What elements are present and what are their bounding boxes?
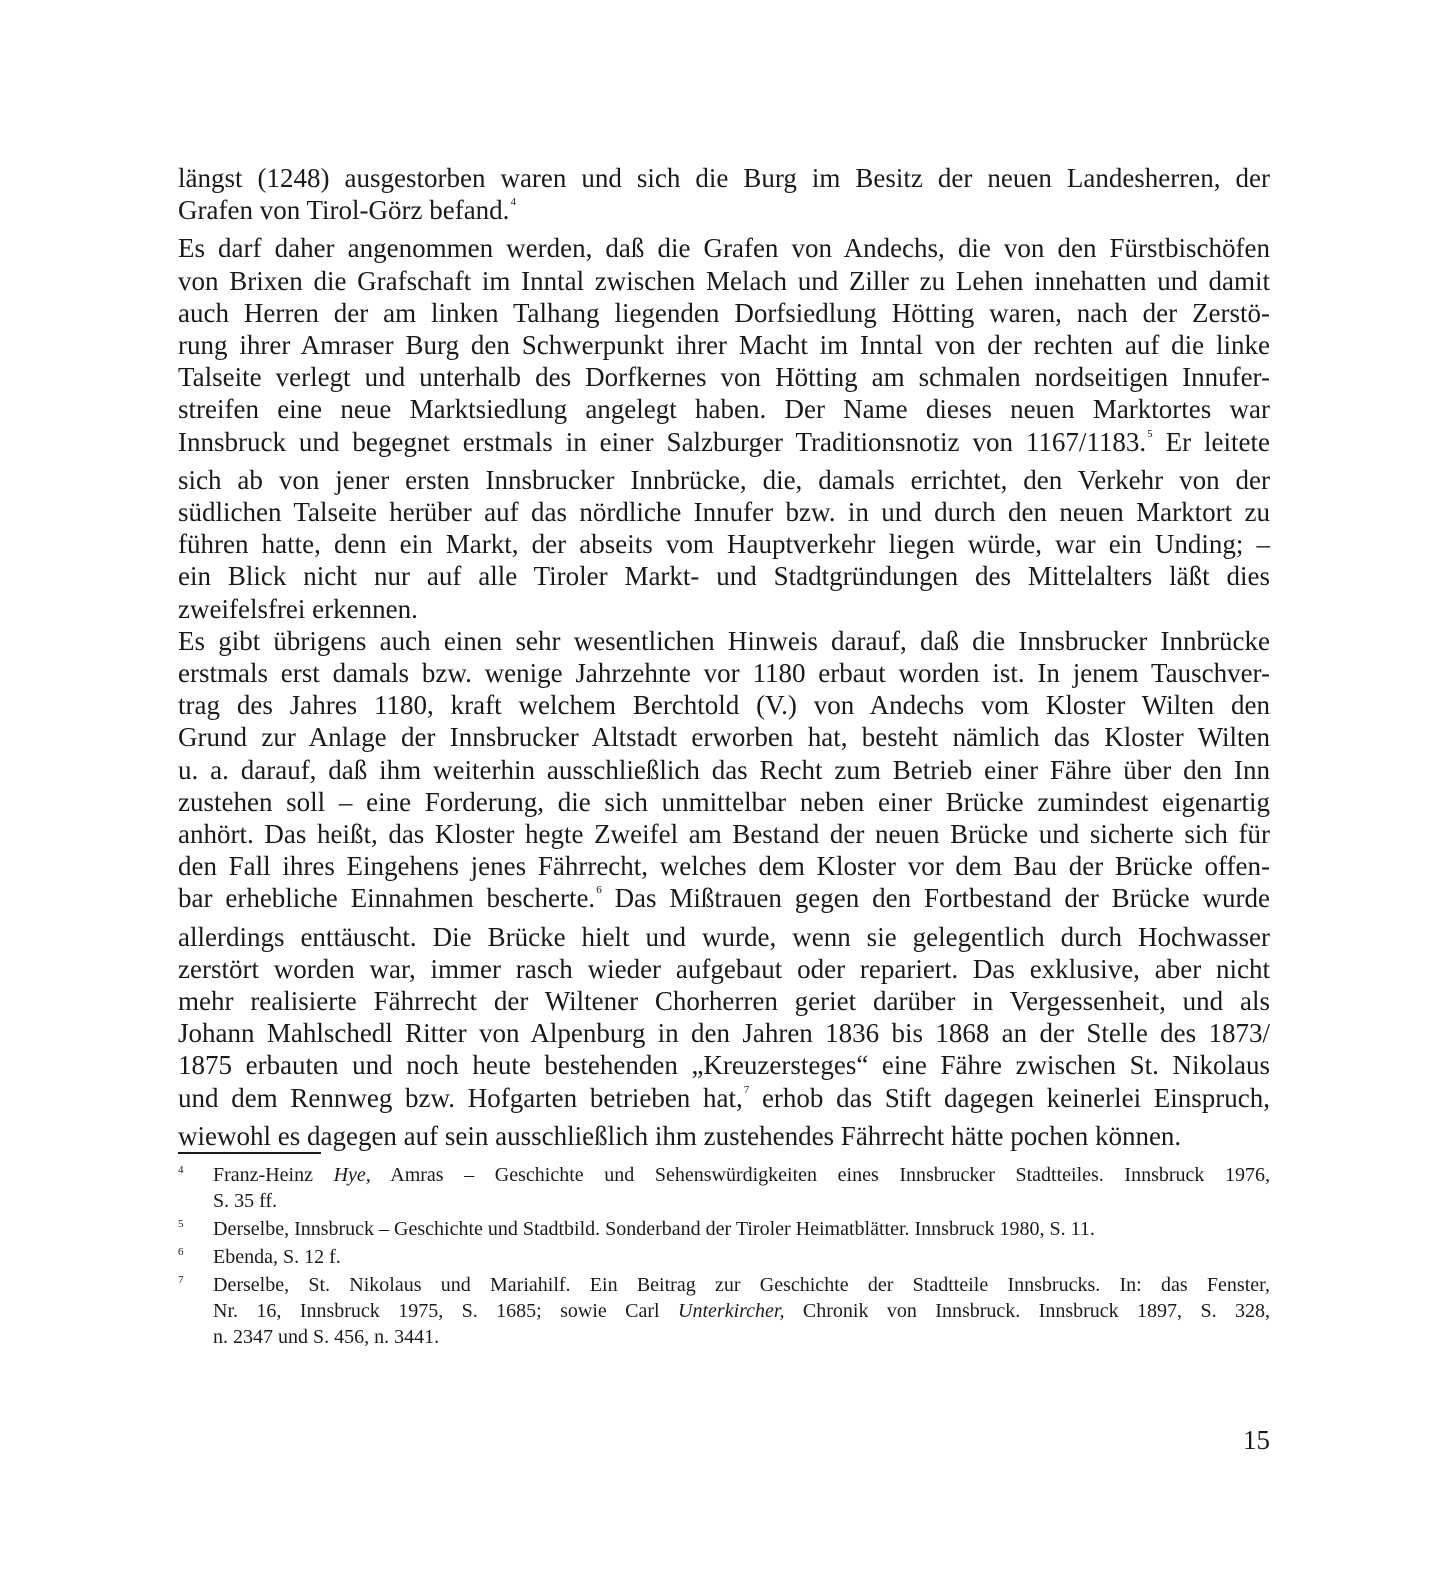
author-name: Unterkircher,	[678, 1300, 785, 1322]
text-line: Grund zur Anlage der Innsbrucker Altstadt erworben hat, besteht nämlich das Kloster Wilten	[178, 722, 1270, 753]
text-line: Es gibt übrigens auch einen sehr wesentlichen Hinweis darauf, daß die Innsbrucker Innbrücke	[178, 625, 1270, 656]
text-line: Es darf daher angenommen werden, daß die Grafen von Andechs, die von den Fürstbischöfen	[178, 233, 1270, 264]
text-line: Innsbruck und begegnet erstmals in einer Salzburger Traditionsnotiz von 1167/1183.$^5$ Er leitete	[178, 426, 1270, 457]
footnote-7	[178, 1272, 1270, 1350]
footnote-ref-4: 4	[510, 196, 516, 209]
text-line: mehr realisierte Fährrecht der Wiltener Chorherren geriet darüber in Vergessenheit, und als	[178, 986, 1270, 1017]
text-line: Grafen von Tirol-Görz befand.$^4$	[178, 195, 516, 226]
text-line: den Fall ihres Eingehens jenes Fährrecht, welches dem Kloster vor dem Bau der Brücke offen-	[178, 851, 1270, 882]
text-line: sich ab von jener ersten Innsbrucker Innbrücke, die, damals errichtet, den Verkehr von der	[178, 464, 1270, 495]
text-line: Johann Mahlschedl Ritter von Alpenburg in den Jahren 1836 bis 1868 an der Stelle des 1873/	[178, 1018, 1270, 1049]
footnote-4	[178, 1162, 1270, 1214]
text-line: und dem Rennweg bzw. Hofgarten betrieben hat,$^7$ erhob das Stift dagegen keinerlei Einspruch,	[178, 1082, 1271, 1113]
footnote-5	[178, 1216, 1270, 1242]
page-number: 15	[1243, 1425, 1270, 1455]
footnote-line: Derselbe, St. Nikolaus und Mariahilf. Ein Beitrag zur Geschichte der Stadtteile Innsbrucks. In: das Fenster,	[213, 1274, 1270, 1296]
text-line: führen hatte, denn ein Markt, der abseits vom Hauptverkehr liegen würde, war ein Unding; –	[178, 529, 1270, 560]
footnote-number: 6	[178, 1246, 184, 1258]
footnote-line: Nr. 16, Innsbruck 1975, S. 1685; sowie Carl Unterkircher, Chronik von Innsbruck. Innsbruck 1897, S. 328,	[213, 1300, 1270, 1322]
text-line: bar erhebliche Einnahmen bescherte.$^6$ Das Mißtrauen gegen den Fortbestand der Brücke wurde	[178, 883, 1270, 914]
footnote-line: S. 35 ff.	[213, 1190, 278, 1212]
footnote-divider	[178, 1152, 321, 1154]
text-line: wiewohl es dagegen auf sein ausschließlich ihm zustehendes Fährrecht hätte pochen können.	[178, 1120, 1182, 1151]
text-line: zerstört worden war, immer rasch wieder aufgebaut oder repariert. Das exklusive, aber nicht	[178, 953, 1270, 984]
footnote-number: 7	[178, 1274, 184, 1286]
footnote-6	[178, 1244, 1270, 1270]
text-line: rung ihrer Amraser Burg den Schwerpunkt ihrer Macht im Inntal von der rechten auf die linke	[178, 330, 1270, 361]
text-line: längst (1248) ausgestorben waren und sich die Burg im Besitz der neuen Landesherren, der	[178, 163, 1270, 193]
text-line: streifen eine neue Marktsiedlung angelegt haben. Der Name dieses neuen Marktortes war	[178, 394, 1270, 425]
text-line: ein Blick nicht nur auf alle Tiroler Markt- und Stadtgründungen des Mittelalters läßt dies	[178, 561, 1270, 592]
footnote-ref-5: 5	[1147, 427, 1153, 440]
footnote-ref-6: 6	[596, 884, 602, 897]
text-line: auch Herren der am linken Talhang liegenden Dorfsiedlung Hötting waren, nach der Zerstö-	[178, 297, 1270, 328]
footnote-line: Derselbe, Innsbruck – Geschichte und Stadtbild. Sonderband der Tiroler Heimatblätter. Innsbruck 1980, S. 11.	[213, 1218, 1095, 1240]
footnote-number: 4	[178, 1164, 184, 1176]
text-line: zustehen soll – eine Forderung, die sich unmittelbar neben einer Brücke zumindest eigenartig	[178, 786, 1270, 817]
text-line: südlichen Talseite herüber auf das nördliche Innufer bzw. in und durch den neuen Marktort zu	[178, 497, 1270, 528]
footnotes	[178, 1162, 1270, 1352]
text-line: 1875 erbauten und noch heute bestehenden „Kreuzersteges“ eine Fähre zwischen St. Nikolaus	[178, 1050, 1270, 1081]
text-line: zweifelsfrei erkennen.	[178, 593, 418, 624]
footnote-number: 5	[178, 1218, 184, 1230]
author-name: Hye,	[333, 1164, 371, 1186]
main-text	[178, 162, 1270, 1152]
footnote-line: n. 2347 und S. 456, n. 3441.	[213, 1326, 440, 1348]
footnote-ref-7: 7	[743, 1083, 750, 1096]
text-line: u. a. darauf, daß ihm weiterhin ausschließlich das Recht zum Betrieb einer Fähre über den Inn	[178, 754, 1270, 785]
text-line: erstmals erst damals bzw. wenige Jahrzehnte vor 1180 erbaut worden ist. In jenem Tauschver-	[178, 658, 1270, 689]
footnote-line: Ebenda, S. 12 f.	[213, 1246, 341, 1268]
text-line: anhört. Das heißt, das Kloster hegte Zweifel am Bestand der neuen Brücke und sicherte sich für	[178, 819, 1270, 850]
text-line: Talseite verlegt und unterhalb des Dorfkernes von Hötting am schmalen nordseitigen Innufer-	[178, 362, 1270, 393]
text-line: allerdings enttäuscht. Die Brücke hielt und wurde, wenn sie gelegentlich durch Hochwasser	[178, 921, 1270, 952]
footnote-line: Franz-Heinz Hye, Amras – Geschichte und Sehenswürdigkeiten eines Innsbrucker Stadtteiles. Innsbruck 1976,	[213, 1164, 1270, 1186]
text-line: von Brixen die Grafschaft im Inntal zwischen Melach und Ziller zu Lehen innehatten und damit	[178, 265, 1270, 296]
text-line: trag des Jahres 1180, kraft welchem Berchtold (V.) von Andechs vom Kloster Wilten den	[178, 690, 1270, 721]
